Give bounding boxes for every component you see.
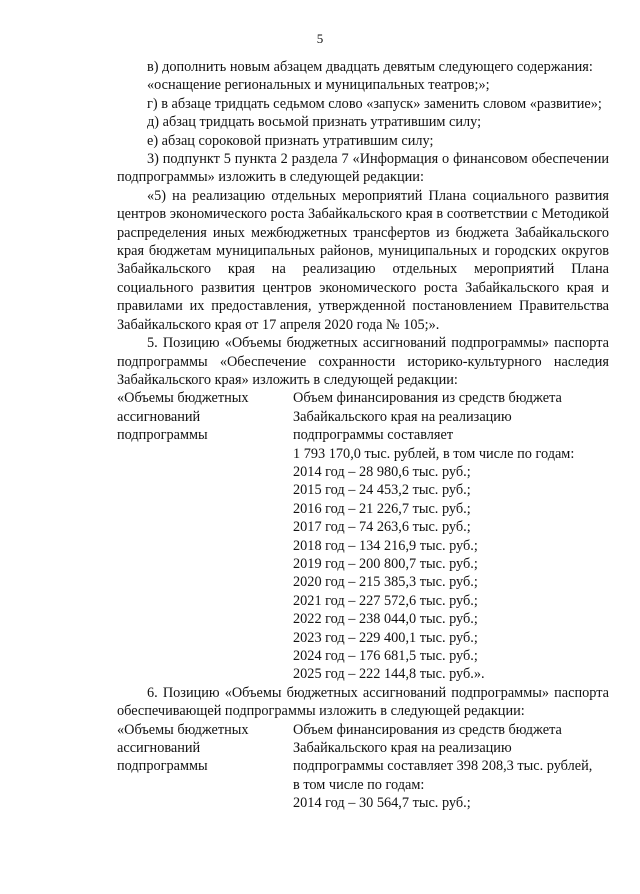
table-year-line: 2021 год – 227 572,6 тыс. руб.; (293, 592, 478, 609)
table-year-line: 2023 год – 229 400,1 тыс. руб.; (293, 629, 478, 646)
paragraph-3: 3) подпункт 5 пункта 2 раздела 7 «Информация о финансовом обеспечении подпрограммы» изложить в следующей редакции: (117, 151, 609, 186)
paragraph-g: г) в абзаце тридцать седьмом слово «запуск» заменить словом «развитие»; (147, 95, 602, 112)
table-value-line: Объем финансирования из средств бюджета (293, 721, 562, 738)
table-value-line: Объем финансирования из средств бюджета (293, 390, 562, 407)
table-year-line: 2014 год – 30 564,7 тыс. руб.; (293, 795, 471, 812)
paragraph-e: е) абзац сороковой признать утратившим силу; (147, 132, 434, 149)
table-value-line: в том числе по годам: (293, 776, 425, 793)
paragraph-quote-theatres: «оснащение региональных и муниципальных театров;»; (147, 77, 490, 94)
table-label-line: подпрограммы (117, 427, 208, 444)
table-year-line: 2014 год – 28 980,6 тыс. руб.; (293, 463, 471, 480)
table-label-line: ассигнований (117, 740, 201, 757)
table-value-line: 1 793 170,0 тыс. рублей, в том числе по годам: (293, 445, 575, 462)
table-label-line: подпрограммы (117, 758, 208, 775)
table-year-line: 2015 год – 24 453,2 тыс. руб.; (293, 482, 471, 499)
budget-table-1-label (117, 389, 293, 684)
document-body (117, 58, 609, 813)
table-year-line: 2018 год – 134 216,9 тыс. руб.; (293, 537, 478, 554)
paragraph-v: в) дополнить новым абзацем двадцать девятым следующего содержания: (147, 59, 593, 75)
budget-table-1-value (293, 389, 609, 684)
table-value-line: Забайкальского края на реализацию (293, 740, 512, 757)
table-year-line: 2022 год – 238 044,0 тыс. руб.; (293, 611, 478, 628)
paragraph-item-6: 6. Позицию «Объемы бюджетных ассигнований подпрограммы» паспорта обеспечивающей подпрограммы изложить в следующей редакции: (117, 684, 609, 720)
table-year-line: 2025 год – 222 144,8 тыс. руб.». (293, 666, 485, 683)
table-value-line: подпрограммы составляет (293, 427, 454, 444)
paragraph-quote-5: «5) на реализацию отдельных мероприятий Плана социального развития центров экономического роста Забайкальского края в соответствии с Методикой распределения иных межбюджетных трансфертов из бюджета Забайкальского края бюджетам муниципальных районов, муниципальных и городских округов Забайкальского края на реализацию отдельных мероприятий Плана социального развития центров экономического роста Забайкальского края и правилами их предоставления, утвержденной постановлением Правительства Забайкальского края от 17 апреля 2020 года № 105;». (117, 187, 609, 333)
table-value-line: подпрограммы составляет 398 208,3 тыс. рублей, (293, 758, 593, 775)
table-year-line: 2016 год – 21 226,7 тыс. руб.; (293, 500, 471, 517)
table-year-line: 2020 год – 215 385,3 тыс. руб.; (293, 574, 478, 591)
table-label-line: ассигнований (117, 408, 201, 425)
table-label-line: «Объемы бюджетных (117, 390, 249, 407)
table-label-line: «Объемы бюджетных (117, 721, 249, 738)
table-value-line: Забайкальского края на реализацию (293, 408, 512, 425)
paragraph-d: д) абзац тридцать восьмой признать утратившим силу; (147, 114, 482, 131)
paragraph-item-5: 5. Позицию «Объемы бюджетных ассигнований подпрограммы» паспорта подпрограммы «Обеспечение сохранности историко-культурного наследия Забайкальского края» изложить в следующей редакции: (117, 335, 609, 388)
budget-table-2-label (117, 721, 293, 813)
table-year-line: 2019 год – 200 800,7 тыс. руб.; (293, 555, 478, 572)
budget-table-2 (117, 721, 609, 813)
page-number: 5 (316, 31, 324, 46)
budget-table-1 (117, 389, 609, 684)
table-year-line: 2024 год – 176 681,5 тыс. руб.; (293, 648, 478, 664)
table-year-line: 2017 год – 74 263,6 тыс. руб.; (293, 519, 471, 536)
budget-table-2-value (293, 721, 609, 813)
